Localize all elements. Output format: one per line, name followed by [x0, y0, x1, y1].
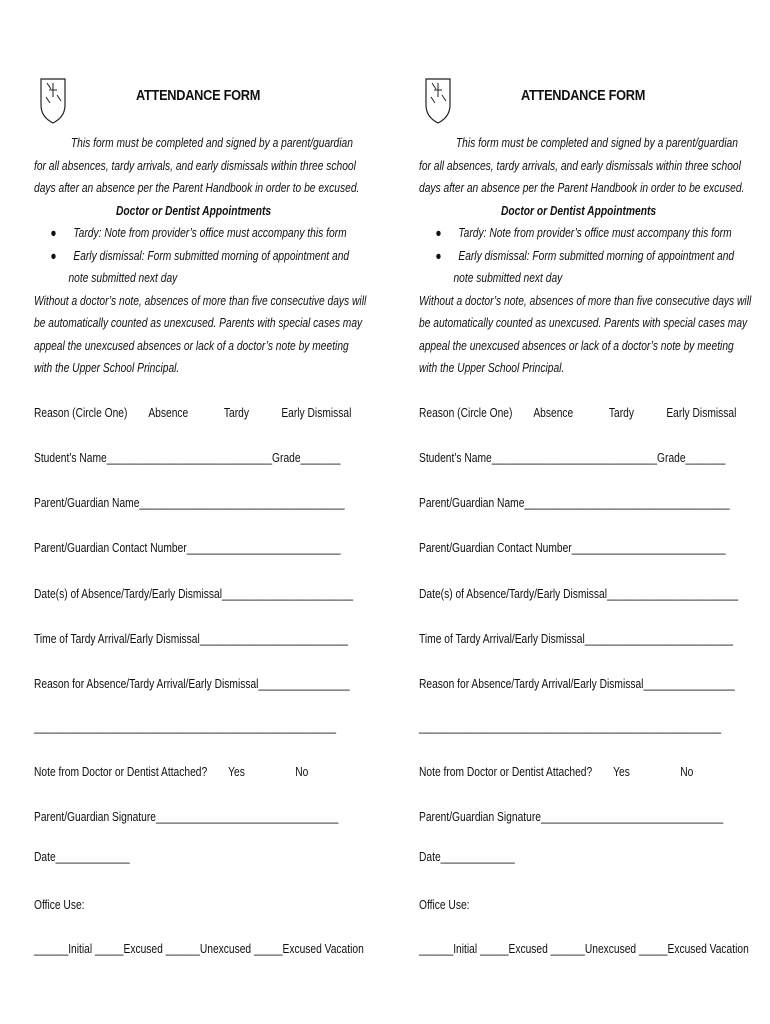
office-use-label: Office Use:	[34, 898, 85, 912]
bullet-text: Tardy: Note from provider’s office must accompany this form	[458, 226, 732, 240]
reason-for-absence-field[interactable]: Reason for Absence/Tardy Arrival/Early Dismissal________________	[34, 677, 350, 691]
bullet-item	[419, 245, 735, 268]
appointments-heading: Doctor or Dentist Appointments	[501, 203, 657, 218]
bullet-item	[34, 222, 346, 245]
doctor-note-row	[34, 765, 350, 779]
reason-label: Reason (Circle One)	[34, 406, 128, 420]
policy-line: be automatically counted as unexcused. Parents with special cases may	[419, 316, 748, 330]
contact-number-field[interactable]: Parent/Guardian Contact Number___________________________	[419, 541, 726, 555]
parent-name-field[interactable]: Parent/Guardian Name____________________________________	[419, 496, 730, 510]
intro-line: days after an absence per the Parent Handbook in order to be excused.	[419, 181, 745, 195]
doctor-note-yes[interactable]: Yes	[613, 765, 630, 779]
absence-dates-field[interactable]: Date(s) of Absence/Tardy/Early Dismissal_______________________	[34, 587, 354, 601]
office-use-line[interactable]: ______Initial _____Excused ______Unexcused _____Excused Vacation	[419, 942, 749, 956]
doctor-note-no[interactable]: No	[295, 765, 309, 779]
reason-circle-row	[419, 406, 735, 420]
reason-option-tardy[interactable]: Tardy	[608, 406, 634, 420]
reason-blank-line[interactable]: _____________________________________________________	[34, 720, 337, 734]
reason-label: Reason (Circle One)	[419, 406, 513, 420]
doctor-note-no[interactable]: No	[680, 765, 694, 779]
tardy-time-field[interactable]: Time of Tardy Arrival/Early Dismissal__________________________	[419, 632, 733, 646]
policy-line: with the Upper School Principal.	[419, 361, 565, 375]
instructions-block	[34, 132, 367, 380]
doctor-note-label: Note from Doctor or Dentist Attached?	[34, 765, 208, 779]
instructions-block	[419, 132, 752, 380]
parent-name-field[interactable]: Parent/Guardian Name____________________________________	[34, 496, 345, 510]
policy-line: Without a doctor’s note, absences of more than five consecutive days will	[34, 293, 367, 308]
policy-line: be automatically counted as unexcused. Parents with special cases may	[34, 316, 363, 330]
intro-line: for all absences, tardy arrivals, and early dismissals within three school	[34, 158, 356, 173]
attendance-form-left	[34, 0, 367, 1024]
reason-blank-line[interactable]: _____________________________________________________	[419, 720, 722, 734]
reason-option-absence[interactable]: Absence	[148, 406, 189, 420]
intro-line: This form must be completed and signed by a parent/guardian	[455, 136, 738, 150]
policy-line: appeal the unexcused absences or lack of a doctor’s note by meeting	[419, 338, 734, 353]
date-field[interactable]: Date_____________	[419, 850, 515, 864]
office-use-label: Office Use:	[419, 898, 470, 912]
reason-option-tardy[interactable]: Tardy	[223, 406, 249, 420]
bullet-continuation: note submitted next day	[453, 271, 563, 285]
attendance-form-right	[419, 0, 752, 1024]
doctor-note-row	[419, 765, 735, 779]
reason-option-early-dismissal[interactable]: Early Dismissal	[281, 406, 352, 420]
policy-line: Without a doctor’s note, absences of more than five consecutive days will	[419, 293, 752, 308]
absence-dates-field[interactable]: Date(s) of Absence/Tardy/Early Dismissal_______________________	[419, 587, 739, 601]
policy-line: with the Upper School Principal.	[34, 361, 180, 375]
bullet-icon: ●	[435, 248, 442, 263]
signature-field[interactable]: Parent/Guardian Signature________________________________	[419, 810, 724, 824]
policy-line: appeal the unexcused absences or lack of a doctor’s note by meeting	[34, 338, 349, 353]
bullet-continuation: note submitted next day	[68, 271, 178, 285]
bullet-text: Early dismissal: Form submitted morning of appointment and	[73, 248, 350, 263]
reason-for-absence-field[interactable]: Reason for Absence/Tardy Arrival/Early Dismissal________________	[419, 677, 735, 691]
school-crest-logo	[424, 77, 452, 125]
doctor-note-label: Note from Doctor or Dentist Attached?	[419, 765, 593, 779]
reason-circle-row	[34, 406, 350, 420]
bullet-icon: ●	[435, 226, 442, 240]
doctor-note-yes[interactable]: Yes	[228, 765, 245, 779]
bullet-text: Early dismissal: Form submitted morning of appointment and	[458, 248, 735, 263]
student-name-field[interactable]: Student’s Name_____________________________Grade_______	[34, 451, 341, 465]
intro-line: days after an absence per the Parent Handbook in order to be excused.	[34, 181, 360, 195]
bullet-item	[34, 245, 350, 268]
intro-line: for all absences, tardy arrivals, and early dismissals within three school	[419, 158, 741, 173]
bullet-item	[419, 222, 731, 245]
bullet-icon: ●	[50, 226, 57, 240]
intro-line: This form must be completed and signed by a parent/guardian	[70, 136, 353, 150]
reason-option-early-dismissal[interactable]: Early Dismissal	[666, 406, 737, 420]
tardy-time-field[interactable]: Time of Tardy Arrival/Early Dismissal__________________________	[34, 632, 348, 646]
bullet-text: Tardy: Note from provider’s office must accompany this form	[73, 226, 347, 240]
office-use-line[interactable]: ______Initial _____Excused ______Unexcused _____Excused Vacation	[34, 942, 364, 956]
date-field[interactable]: Date_____________	[34, 850, 130, 864]
reason-option-absence[interactable]: Absence	[533, 406, 574, 420]
student-name-field[interactable]: Student’s Name_____________________________Grade_______	[419, 451, 726, 465]
appointments-heading: Doctor or Dentist Appointments	[116, 203, 272, 218]
contact-number-field[interactable]: Parent/Guardian Contact Number___________________________	[34, 541, 341, 555]
bullet-icon: ●	[50, 248, 57, 263]
signature-field[interactable]: Parent/Guardian Signature________________________________	[34, 810, 339, 824]
school-crest-logo	[39, 77, 67, 125]
form-title: ATTENDANCE FORM	[136, 88, 261, 104]
form-title: ATTENDANCE FORM	[521, 88, 646, 104]
